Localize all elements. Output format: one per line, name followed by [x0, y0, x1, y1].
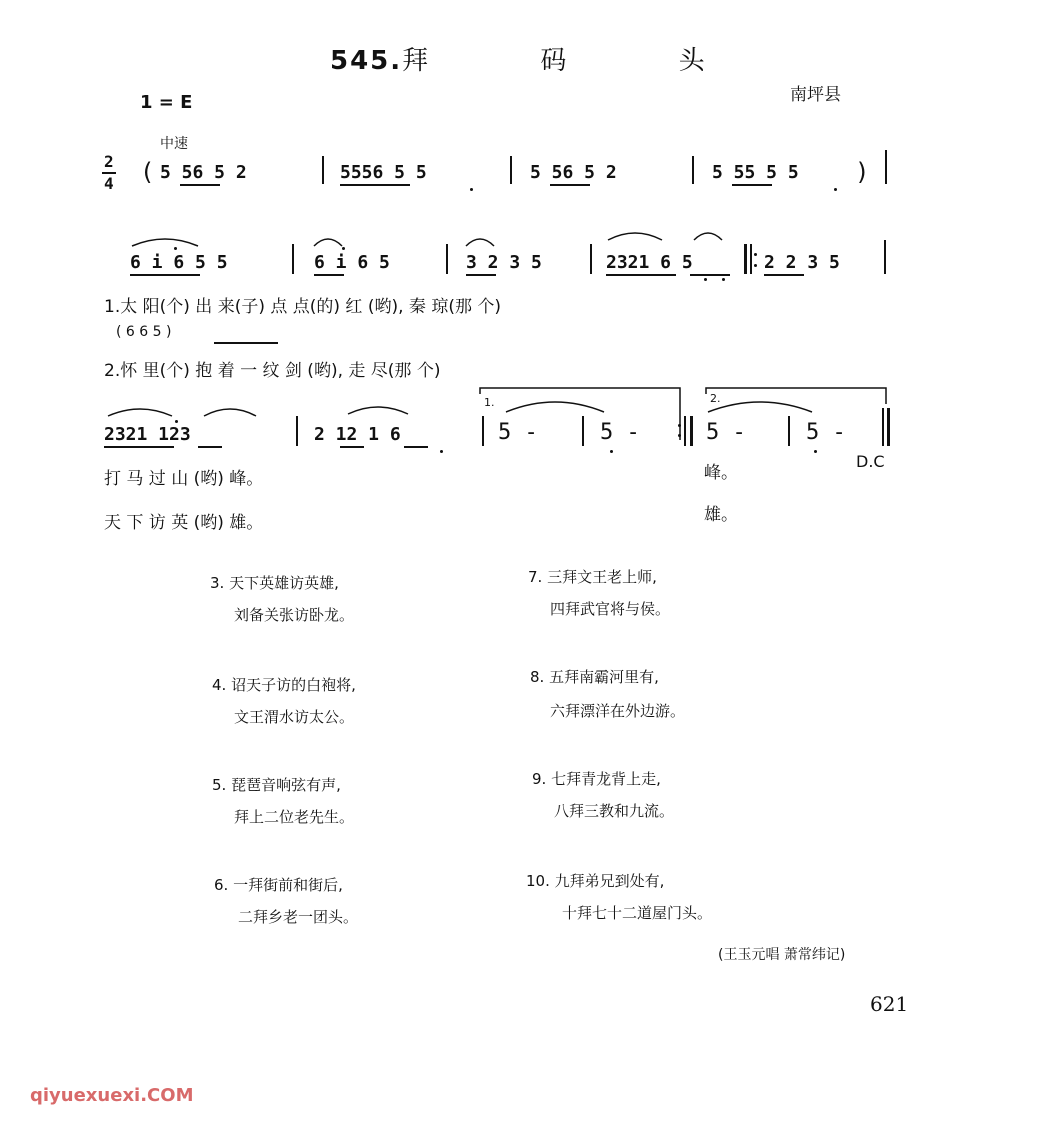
- verse-4: 4. 诏天子访的白袍将,: [212, 676, 356, 694]
- verse-8: 8. 五拜南霸河里有,: [530, 668, 659, 686]
- time-sig-bottom: 4: [104, 174, 114, 193]
- s1-measure-3: 5 56 5 2: [530, 162, 617, 183]
- verse-6: 6. 一拜街前和街后,: [214, 876, 343, 894]
- lyrics-line-2: 2.怀 里(个) 抱 着 一 纹 剑 (哟), 走 尽(那 个): [104, 361, 441, 381]
- verse-9-line-2: 八拜三教和九流。: [554, 802, 675, 820]
- s1-measure-2: 5556 5 5: [340, 162, 427, 183]
- verse-6-line-2: 二拜乡老一团头。: [238, 908, 359, 926]
- s2-measure-4: 2321 6 5: [606, 252, 693, 273]
- s3-measure-3: 5 -: [498, 420, 538, 445]
- s3-measure-2: 2 12 1 6: [314, 424, 401, 445]
- s1-measure-1: 5 56 5 2: [160, 162, 247, 183]
- lyrics-line-4-end: 雄。: [704, 505, 738, 525]
- lyrics-line-3: 打 马 过 山 (哟) 峰。: [104, 469, 264, 489]
- alt-notes: ( 6 6 5 ): [116, 324, 172, 340]
- song-number: 545.: [330, 46, 403, 76]
- song-name: 拜 码 头: [402, 46, 757, 76]
- verse-7: 7. 三拜文王老上师,: [528, 568, 657, 586]
- verse-7-line-2: 四拜武官将与侯。: [550, 600, 671, 618]
- verse-4-line-2: 文王渭水访太公。: [234, 708, 355, 726]
- lyrics-line-3-end: 峰。: [704, 463, 738, 483]
- s3-measure-4: 5 -: [600, 420, 640, 445]
- verse-8-line-2: 六拜漂洋在外边游。: [550, 702, 686, 720]
- lyrics-line-1: 1.太 阳(个) 出 来(子) 点 点(的) 红 (哟), 秦 琼(那 个): [104, 297, 501, 317]
- da-capo: D.C: [856, 452, 885, 471]
- tempo-marking: 中速: [160, 136, 188, 152]
- s2-measure-5: 2 2 3 5: [764, 252, 840, 273]
- verse-5: 5. 琵琶音响弦有声,: [212, 776, 341, 794]
- open-paren: (: [140, 158, 155, 186]
- lyrics-line-4: 天 下 访 英 (哟) 雄。: [104, 513, 264, 533]
- page-number: 621: [870, 992, 909, 1016]
- verse-9: 9. 七拜青龙背上走,: [532, 770, 661, 788]
- verse-10: 10. 九拜弟兄到处有,: [526, 872, 665, 890]
- s2-measure-1: 6 i 6 5 5: [130, 252, 228, 273]
- s3-measure-6: 5 -: [806, 420, 846, 445]
- credit-line: (王玉元唱 萧常纬记): [718, 947, 846, 963]
- first-ending-label: 1.: [484, 396, 495, 409]
- watermark: qiyuexuexi.COM: [30, 1085, 194, 1106]
- s3-measure-1: 2321 123: [104, 424, 191, 445]
- s3-measure-5: 5 -: [706, 420, 746, 445]
- s1-measure-4: 5 55 5 5: [712, 162, 799, 183]
- s2-measure-3: 3 2 3 5: [466, 252, 542, 273]
- verse-5-line-2: 拜上二位老先生。: [234, 808, 355, 826]
- s2-measure-2: 6 i 6 5: [314, 252, 390, 273]
- origin-place: 南坪县: [790, 85, 841, 105]
- verse-3-line-2: 刘备关张访卧龙。: [234, 606, 355, 624]
- verse-10-line-2: 十拜七十二道屋门头。: [562, 904, 713, 922]
- time-sig-top: 2: [104, 152, 114, 171]
- second-ending-label: 2.: [710, 392, 721, 405]
- close-paren: ): [855, 158, 870, 186]
- verse-3: 3. 天下英雄访英雄,: [210, 574, 339, 592]
- key-signature: 1 = E: [140, 92, 193, 113]
